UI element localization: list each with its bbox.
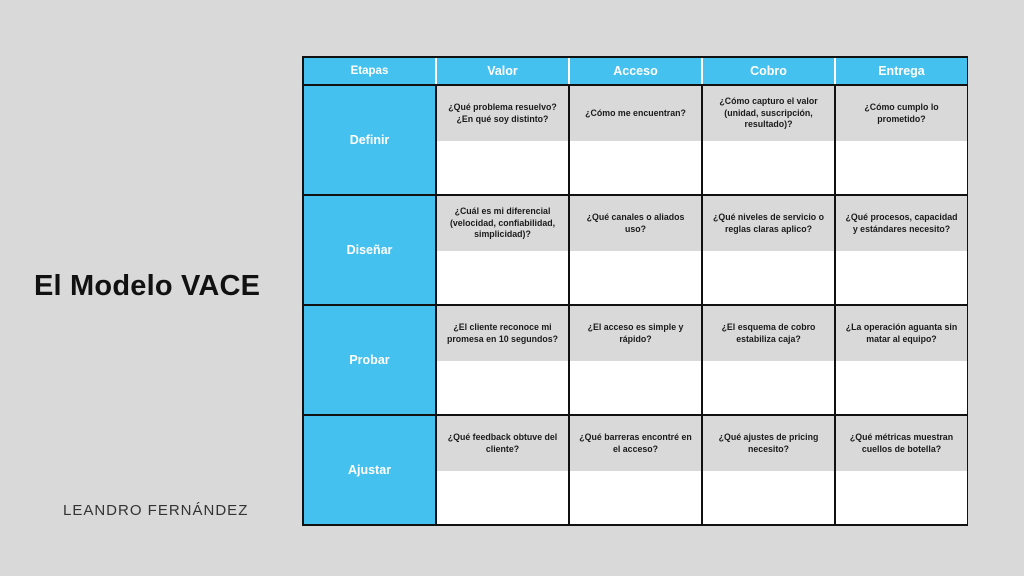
stage-definir: Definir (304, 86, 435, 194)
header-valor: Valor (435, 58, 568, 84)
header-acceso: Acceso (568, 58, 701, 84)
cell-probar-cobro (703, 306, 834, 414)
cell-disenar-cobro (703, 196, 834, 304)
answer-area[interactable] (703, 251, 834, 304)
question-text: ¿La operación aguanta sin matar al equipo? (836, 306, 967, 361)
stage-ajustar: Ajustar (304, 416, 435, 524)
question-text: ¿Qué problema resuelvo? ¿En qué soy distinto? (437, 86, 568, 141)
stage-disenar: Diseñar (304, 196, 435, 304)
cell-probar-acceso (570, 306, 701, 414)
stage-probar: Probar (304, 306, 435, 414)
cell-ajustar-acceso (570, 416, 701, 524)
header-cobro: Cobro (701, 58, 834, 84)
cell-ajustar-cobro (703, 416, 834, 524)
cell-disenar-acceso (570, 196, 701, 304)
question-text: ¿Qué niveles de servicio o reglas claras aplico? (703, 196, 834, 251)
cell-disenar-valor (437, 196, 568, 304)
cell-probar-entrega (836, 306, 967, 414)
answer-area[interactable] (437, 251, 568, 304)
author-name: LEANDRO FERNÁNDEZ (63, 502, 249, 519)
answer-area[interactable] (437, 471, 568, 524)
header-etapas: Etapas (304, 58, 435, 84)
cell-ajustar-entrega (836, 416, 967, 524)
question-text: ¿Qué métricas muestran cuellos de botella? (836, 416, 967, 471)
cell-definir-cobro (703, 86, 834, 194)
cell-probar-valor (437, 306, 568, 414)
answer-area[interactable] (570, 471, 701, 524)
answer-area[interactable] (703, 141, 834, 194)
cell-definir-entrega (836, 86, 967, 194)
question-text: ¿El esquema de cobro estabiliza caja? (703, 306, 834, 361)
question-text: ¿Cómo capturo el valor (unidad, suscripción, resultado)? (703, 86, 834, 141)
answer-area[interactable] (437, 361, 568, 414)
header-entrega: Entrega (834, 58, 967, 84)
question-text: ¿Qué procesos, capacidad y estándares necesito? (836, 196, 967, 251)
cell-definir-acceso (570, 86, 701, 194)
question-text: ¿Cómo cumplo lo prometido? (836, 86, 967, 141)
answer-area[interactable] (703, 361, 834, 414)
answer-area[interactable] (836, 251, 967, 304)
question-text: ¿El cliente reconoce mi promesa en 10 segundos? (437, 306, 568, 361)
cell-definir-valor (437, 86, 568, 194)
question-text: ¿Qué ajustes de pricing necesito? (703, 416, 834, 471)
answer-area[interactable] (437, 141, 568, 194)
answer-area[interactable] (570, 361, 701, 414)
vace-table (302, 56, 968, 526)
question-text: ¿Qué canales o aliados uso? (570, 196, 701, 251)
cell-disenar-entrega (836, 196, 967, 304)
page-title: El Modelo VACE (34, 270, 261, 302)
question-text: ¿Cuál es mi diferencial (velocidad, confiabilidad, simplicidad)? (437, 196, 568, 251)
answer-area[interactable] (836, 141, 967, 194)
answer-area[interactable] (836, 471, 967, 524)
answer-area[interactable] (703, 471, 834, 524)
answer-area[interactable] (570, 141, 701, 194)
question-text: ¿Qué feedback obtuve del cliente? (437, 416, 568, 471)
question-text: ¿Qué barreras encontré en el acceso? (570, 416, 701, 471)
answer-area[interactable] (570, 251, 701, 304)
question-text: ¿El acceso es simple y rápido? (570, 306, 701, 361)
cell-ajustar-valor (437, 416, 568, 524)
answer-area[interactable] (836, 361, 967, 414)
question-text: ¿Cómo me encuentran? (570, 86, 701, 141)
